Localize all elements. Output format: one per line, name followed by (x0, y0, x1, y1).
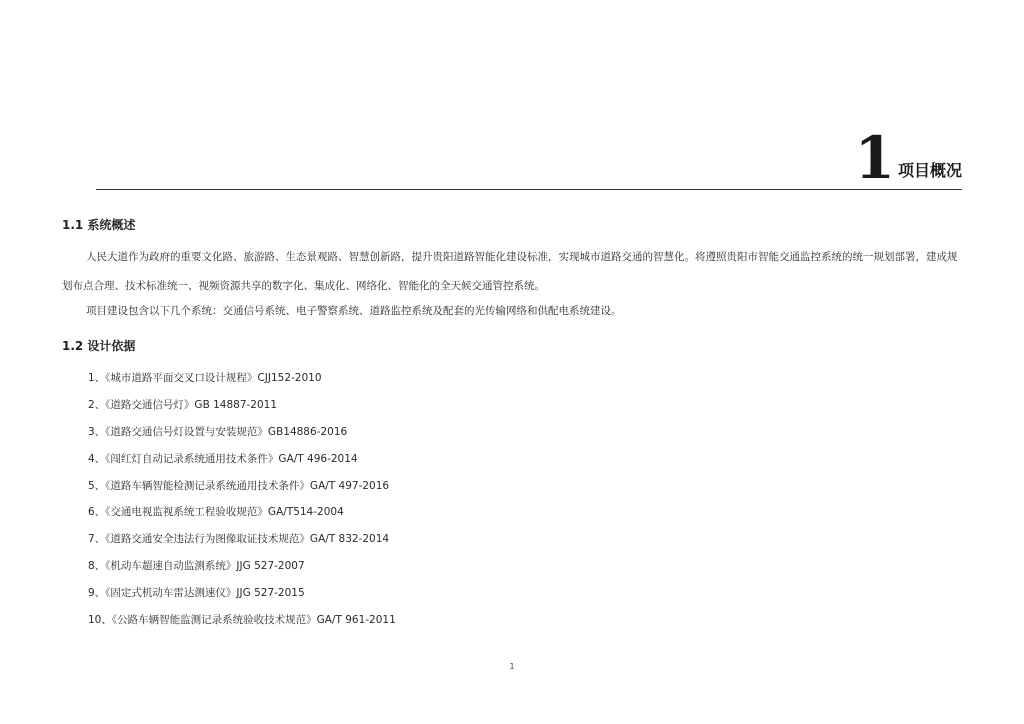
reference-item: 9、《固定式机动车雷达测速仪》JJG 527-2015 (88, 587, 305, 600)
reference-item: 3、《道路交通信号灯设置与安装规范》GB14886-2016 (88, 425, 348, 438)
systems-paragraph: 项目建设包含以下几个系统：交通信号系统、电子警察系统、道路监控系统及配套的光传输网络和供配电系统建设。 (86, 305, 622, 317)
reference-item: 8、《机动车超速自动监测系统》JJG 527-2007 (88, 560, 305, 573)
chapter-number: 1 (854, 124, 895, 192)
chapter-header (854, 124, 962, 192)
reference-item: 5、《道路车辆智能检测记录系统通用技术条件》GA/T 497-2016 (88, 479, 390, 492)
chapter-divider (96, 189, 962, 190)
section-heading-overview: 1.1 系统概述 (62, 218, 136, 232)
overview-paragraph: 人民大道作为政府的重要文化路、旅游路、生态景观路、智慧创新路，提升贵阳道路智能化建设标准，实现城市道路交通的智慧化。将遵照贵阳市智能交通监控系统的统一规划部署，建成规划布点合理、技术标准统一、视频资源共享的数字化、集成化、网络化、智能化的全天候交通管控系统。 (62, 251, 958, 292)
reference-item: 2、《道路交通信号灯》GB 14887-2011 (88, 398, 278, 411)
reference-item: 6、《交通电视监视系统工程验收规范》GA/T514-2004 (88, 506, 344, 519)
section-heading-basis: 1.2 设计依据 (62, 339, 136, 353)
reference-item: 4、《闯红灯自动记录系统通用技术条件》GA/T 496-2014 (88, 452, 358, 465)
chapter-title: 项目概况 (897, 161, 962, 180)
page-number: 1 (509, 662, 515, 671)
reference-item: 1、《城市道路平面交叉口设计规程》CJJ152-2010 (88, 372, 322, 384)
reference-item: 7、《道路交通安全违法行为图像取证技术规范》GA/T 832-2014 (88, 533, 390, 546)
reference-list (88, 370, 396, 639)
reference-item: 10、《公路车辆智能监测记录系统验收技术规范》GA/T 961-2011 (88, 614, 396, 627)
